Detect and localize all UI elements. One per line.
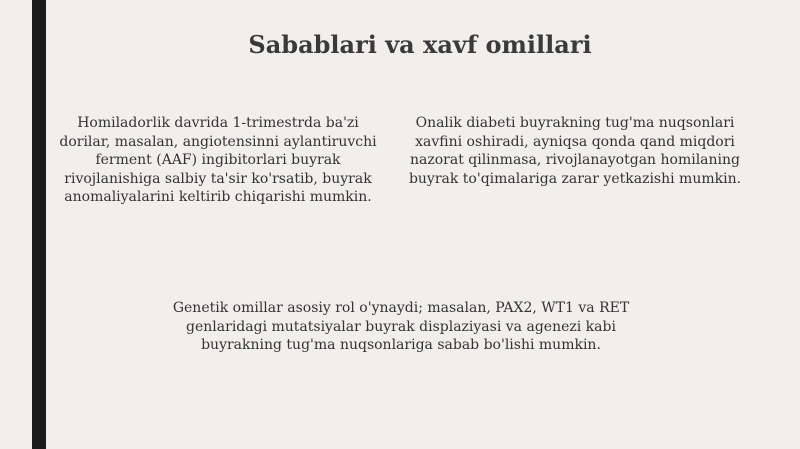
paragraph-medications: Homiladorlik davrida 1-trimestrda ba'zi dorilar, masalan, angiotensinni aylantiruvchi ferment (AAF) ingibitorlari buyrak rivojlanishiga salbiy ta'sir ko'rsatib, buyrak anomaliyalarini keltirib chiqarishi mumkin. [59, 115, 377, 205]
slide-title: Sabablari va xavf omillari [248, 30, 592, 59]
accent-bar [32, 0, 46, 449]
paragraph-genetic-factors: Genetik omillar asosiy rol o'ynaydi; masalan, PAX2, WT1 va RET genlaridagi mutatsiyalar buyrak displaziyasi va agenezi kabi buyrakning tug'ma nuqsonlariga sabab bo'lishi mumkin. [172, 300, 630, 353]
paragraph-maternal-diabetes: Onalik diabeti buyrakning tug'ma nuqsonlari xavfini oshiradi, ayniqsa qonda qand miqdori nazorat qilinmasa, rivojlanayotgan homilaning buyrak to'qimalariga zarar yetkazishi mumkin. [408, 115, 742, 187]
